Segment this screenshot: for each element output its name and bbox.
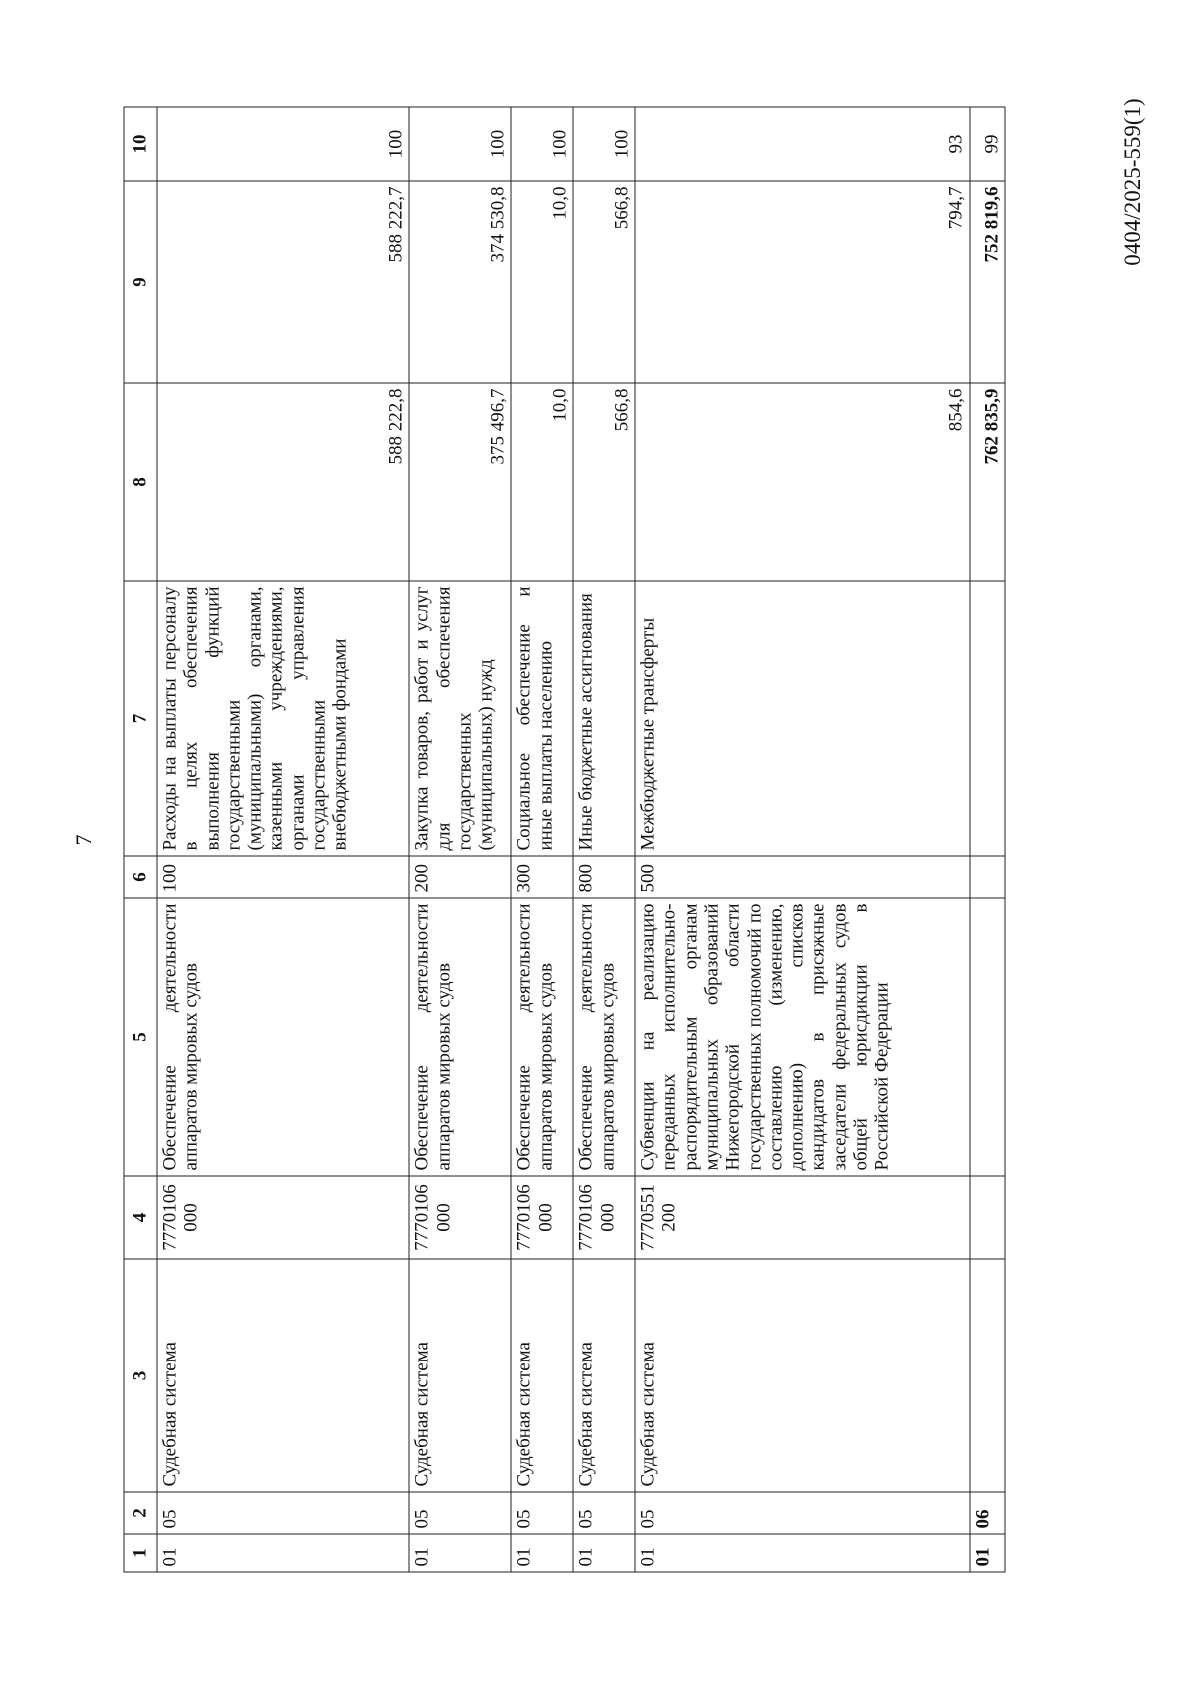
subsection-name: Судебная система	[635, 1259, 969, 1492]
subsection-name: Судебная система	[511, 1259, 573, 1492]
planned-amount: 762 835,9	[970, 383, 1005, 581]
target-article: 7770106 000	[573, 1176, 635, 1259]
actual-amount: 794,7	[635, 181, 969, 383]
actual-amount: 566,8	[573, 181, 635, 383]
expense-type-code: 300	[511, 856, 573, 898]
col-header: 2	[124, 1492, 157, 1534]
subsection-name	[970, 1259, 1005, 1492]
target-article: 7770551 200	[635, 1176, 969, 1259]
actual-amount: 374 530,8	[409, 181, 511, 383]
actual-amount: 588 222,7	[157, 181, 409, 383]
table-row	[157, 107, 409, 1572]
subsection-name: Судебная система	[409, 1259, 511, 1492]
section-code: 01	[970, 1534, 1005, 1572]
subsection-code: 06	[970, 1492, 1005, 1534]
subsection-name: Судебная система	[157, 1259, 409, 1492]
expense-type-name: Межбюджетные трансферты	[635, 581, 969, 856]
col-header: 7	[124, 581, 157, 856]
expense-type-code: 200	[409, 856, 511, 898]
target-article: 7770106 000	[409, 1176, 511, 1259]
target-article	[970, 1176, 1005, 1259]
section-code: 01	[635, 1534, 969, 1572]
section-code: 01	[573, 1534, 635, 1572]
article-name: Обеспечение деятельности аппаратов мировых судов	[157, 898, 409, 1176]
article-name: Обеспечение деятельности аппаратов мировых судов	[573, 898, 635, 1176]
subsection-code: 05	[635, 1492, 969, 1534]
col-header: 9	[124, 181, 157, 383]
planned-amount: 854,6	[635, 383, 969, 581]
section-code: 01	[511, 1534, 573, 1572]
article-name	[970, 898, 1005, 1176]
planned-amount: 10,0	[511, 383, 573, 581]
subsection-code: 05	[511, 1492, 573, 1534]
table-row	[635, 107, 969, 1572]
table-row	[573, 107, 635, 1572]
col-header: 1	[124, 1534, 157, 1572]
article-name: Субвенции на реализацию переданных исполнительно-распорядительным органам муниципальных образований Нижегородской области государственных полномочий по составлению (изменению, дополнению) списков кандидатов в присяжные заседатели федеральных судов общей юрисдикции в Российской Федерации	[635, 898, 969, 1176]
execution-percent: 93	[635, 107, 969, 181]
execution-percent: 100	[157, 107, 409, 181]
expense-type-name	[970, 581, 1005, 856]
planned-amount: 566,8	[573, 383, 635, 581]
subsection-code: 05	[573, 1492, 635, 1534]
section-code: 01	[157, 1534, 409, 1572]
expense-type-name: Социальное обеспечение и иные выплаты населению	[511, 581, 573, 856]
page-number: 7	[71, 834, 96, 846]
subsection-code: 05	[409, 1492, 511, 1534]
execution-percent: 99	[970, 107, 1005, 181]
expense-type-code: 500	[635, 856, 969, 898]
expense-type-code: 800	[573, 856, 635, 898]
expense-type-name: Расходы на выплаты персоналу в целях обеспечения выполнения функций государственными (муниципальными) органами, казенными учреждениями, органами управления государственными внебюджетными фондами	[157, 581, 409, 856]
budget-table-container	[124, 108, 1006, 1573]
table-row	[511, 107, 573, 1572]
expense-type-name: Иные бюджетные ассигнования	[573, 581, 635, 856]
subsection-name: Судебная система	[573, 1259, 635, 1492]
col-header: 4	[124, 1176, 157, 1259]
col-header: 10	[124, 107, 157, 181]
col-header: 6	[124, 856, 157, 898]
expense-type-code: 100	[157, 856, 409, 898]
document-code: 0404/2025-559(1)	[1120, 98, 1145, 266]
table-row	[409, 107, 511, 1572]
planned-amount: 375 496,7	[409, 383, 511, 581]
execution-percent: 100	[409, 107, 511, 181]
planned-amount: 588 222,8	[157, 383, 409, 581]
subsection-code: 05	[157, 1492, 409, 1534]
budget-table	[124, 107, 1006, 1573]
col-header: 8	[124, 383, 157, 581]
col-header: 5	[124, 898, 157, 1176]
section-code: 01	[409, 1534, 511, 1572]
article-name: Обеспечение деятельности аппаратов мировых судов	[409, 898, 511, 1176]
actual-amount: 752 819,6	[970, 181, 1005, 383]
actual-amount: 10,0	[511, 181, 573, 383]
article-name: Обеспечение деятельности аппаратов мировых судов	[511, 898, 573, 1176]
target-article: 7770106 000	[157, 1176, 409, 1259]
header-row	[124, 107, 157, 1572]
execution-percent: 100	[511, 107, 573, 181]
expense-type-code	[970, 856, 1005, 898]
expense-type-name: Закупка товаров, работ и услуг для обеспечения государственных (муниципальных) нужд	[409, 581, 511, 856]
total-row	[970, 107, 1005, 1572]
col-header: 3	[124, 1259, 157, 1492]
target-article: 7770106 000	[511, 1176, 573, 1259]
execution-percent: 100	[573, 107, 635, 181]
